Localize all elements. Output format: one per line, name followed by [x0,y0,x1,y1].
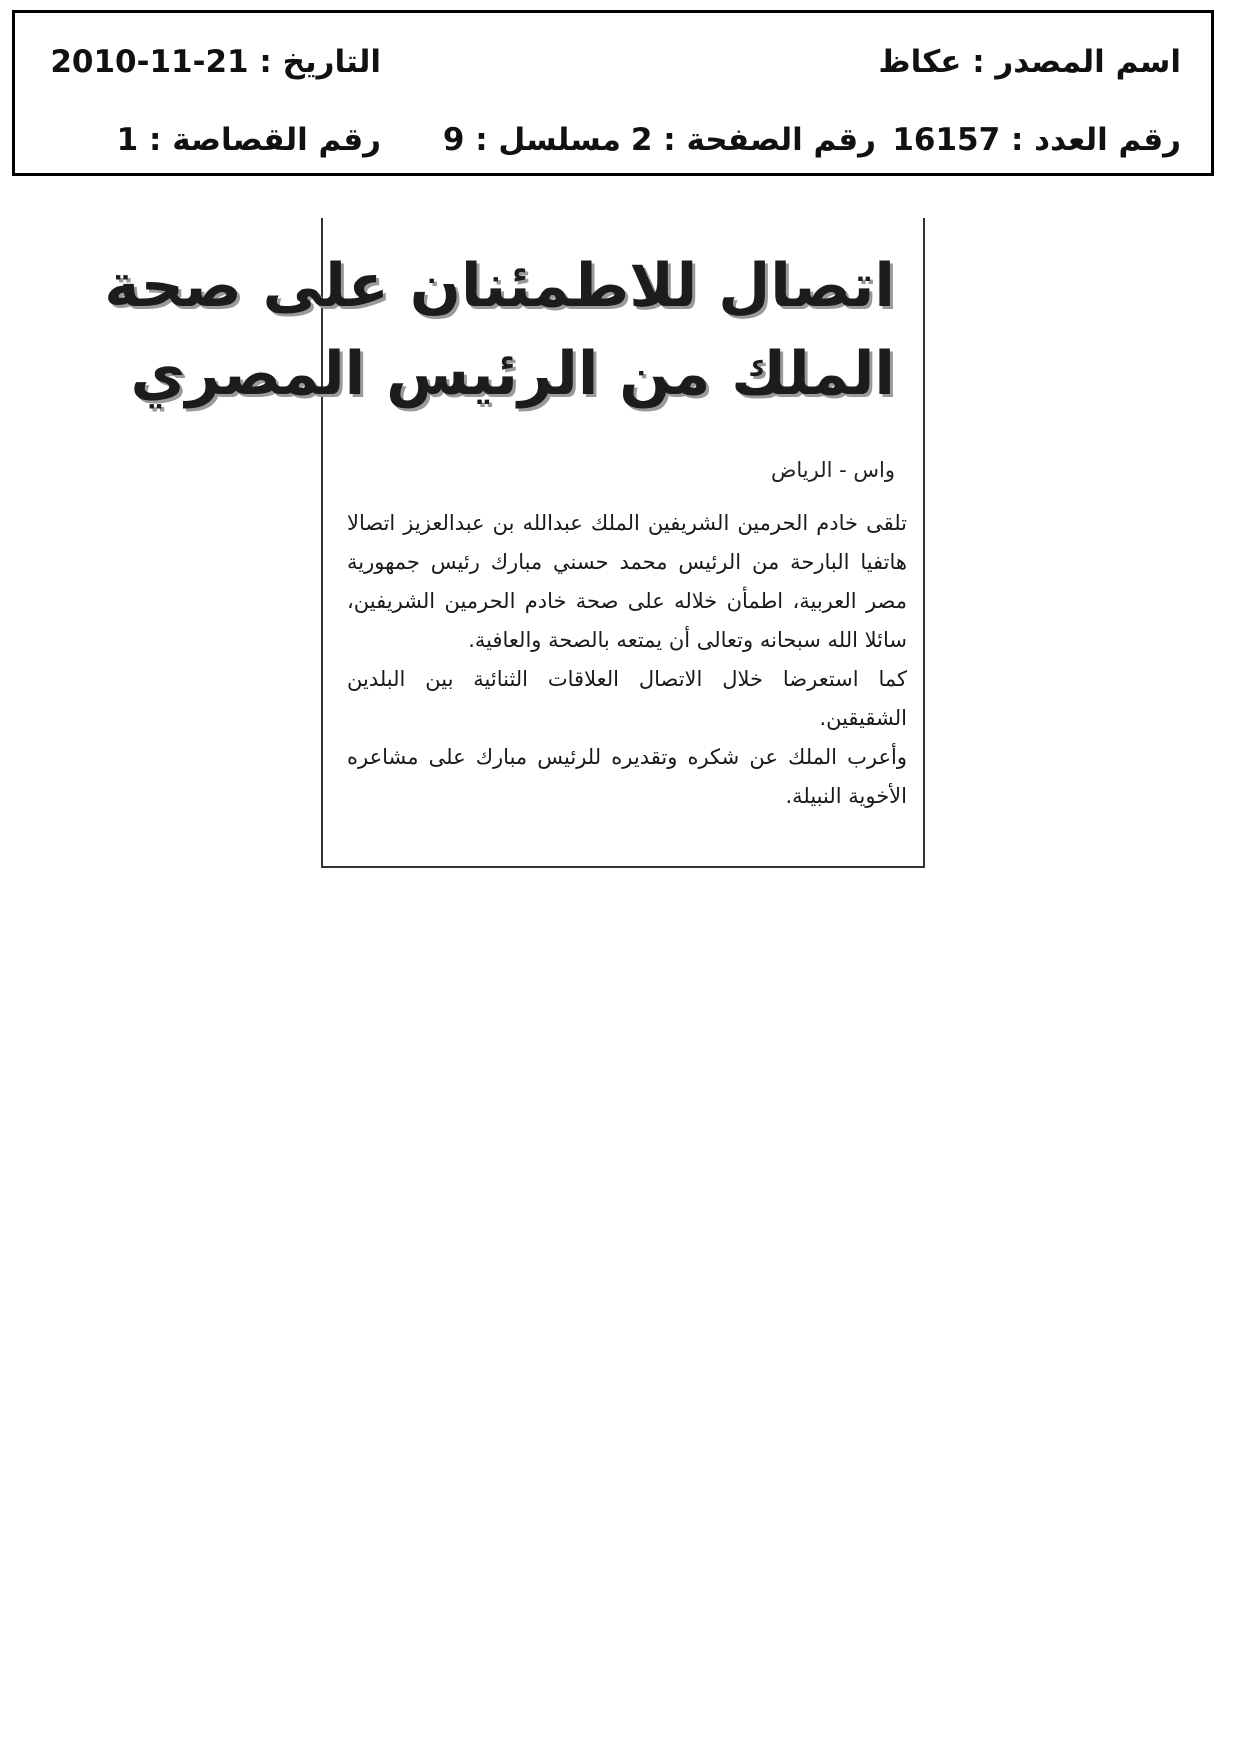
article-paragraph: كما استعرضا خلال الاتصال العلاقات الثنائية بين البلدين الشقيقين. [347,667,907,730]
dateline: واس - الرياض [771,458,895,482]
page-number-value: 2 [630,122,653,158]
serial-field [442,122,621,158]
date-label: التاريخ : [259,44,381,80]
clipping-number-label: رقم القصاصة : [149,122,381,158]
clipping-number-value: 1 [116,122,139,158]
article-paragraph: تلقى خادم الحرمين الشريفين الملك عبدالله بن عبدالعزيز اتصالا هاتفيا البارحة من الرئيس محمد حسني مبارك رئيس جمهورية مصر العربية، اطمأن خلاله على صحة خادم الحرمين الشريفين، سائلا الله سبحانه وتعالى أن يمتعه بالصحة والعافية. [347,511,907,652]
page-number-label: رقم الصفحة : [663,122,876,158]
article-paragraph: وأعرب الملك عن شكره وتقديره للرئيس مبارك على مشاعره الأخوية النبيلة. [347,745,907,808]
archive-header-box [12,10,1214,176]
clipping-number-field [116,122,381,158]
date-value: 21-11-2010 [50,44,249,80]
issue-field [892,122,1181,158]
source-label: اسم المصدر : [972,44,1181,80]
headline-line-2: الملك من الرئيس المصري [130,339,895,409]
date-field [50,44,381,80]
issue-value: 16157 [892,122,1001,158]
source-field [878,44,1181,80]
article-body [347,504,907,816]
source-value: عكاظ [878,44,962,80]
issue-label: رقم العدد : [1010,122,1181,158]
serial-value: 9 [442,122,465,158]
serial-label: مسلسل : [475,122,621,158]
headline-line-1: اتصال للاطمئنان على صحة [104,251,895,321]
newspaper-clipping [104,218,925,868]
page-number-field [630,122,876,158]
